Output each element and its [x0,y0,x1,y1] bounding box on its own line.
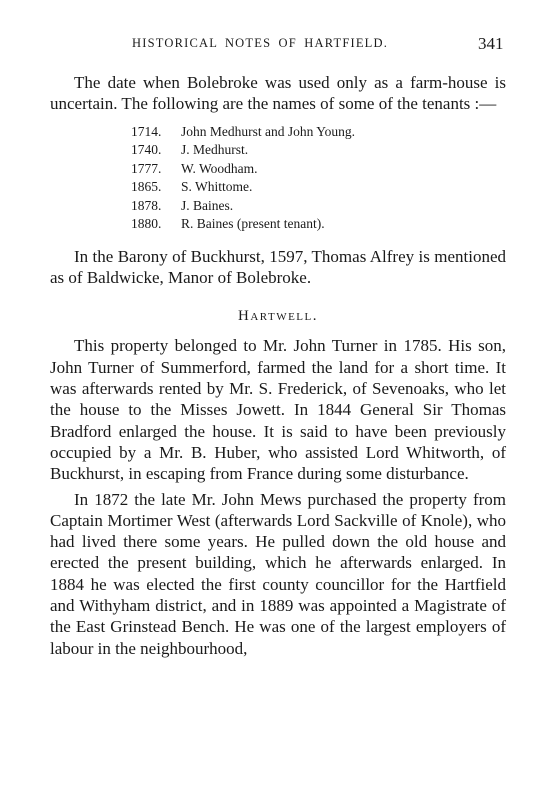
tenant-year: 1880. [131,216,162,232]
tenant-name: S. Whittome. [181,179,253,195]
tenant-item [131,197,506,216]
tenant-name: R. Baines (present tenant). [181,216,325,232]
tenant-name: J. Medhurst. [181,142,249,158]
barony-paragraph: In the Barony of Buckhurst, 1597, Thomas Alfrey is mentioned as of Baldwicke, Manor of Bolebroke. [50,246,506,287]
section-heading: Hartwell. [238,308,318,325]
tenant-name: John Medhurst and John Young. [181,123,356,139]
running-title: HISTORICAL NOTES OF HARTFIELD. [132,36,389,50]
tenant-year: 1777. [131,160,162,176]
intro-paragraph: The date when Bolebroke was used only as a farm-house is uncertain. The following are the names of some of the tenants :— [50,73,506,114]
tenant-item [131,160,506,179]
hartwell-paragraph-2: In 1872 the late Mr. John Mews purchased the property from Captain Mortimer West (afterwards Lord Sackville of Knole), who had lived there some years. He pulled down the old house and erected the present building, which he afterwards enlarged. In 1884 he was elected the first county councillor for the Hartfield and Withyham district, and in 1889 was appointed a Magistrate of the East Grinstead Bench. He was one of the largest employers of labour in the neighbourhood, [50,489,506,658]
tenant-list [131,123,506,234]
tenant-year: 1865. [131,179,162,195]
tenant-year: 1878. [131,197,162,213]
tenant-item [131,141,506,160]
hartwell-paragraph-1: This property belonged to Mr. John Turner in 1785. His son, John Turner of Summerford, farmed the land for a short time. It was afterwards rented by Mr. S. Frederick, of Sevenoaks, who let the house to the Misses Jowett. In 1844 General Sir Thomas Bradford enlarged the house. It is said to have been previously occupied by a Mr. B. Huber, who assisted Lord Whitworth, of Buckhurst, in escaping from France during some disturbance. [50,336,506,484]
tenant-year: 1740. [131,142,162,158]
tenant-item [131,123,506,142]
tenant-item [131,215,506,234]
page-body [50,72,506,659]
page-number: 341 [478,34,504,53]
tenant-name: W. Woodham. [181,160,258,176]
tenant-item [131,178,506,197]
tenant-name: J. Baines. [181,197,234,213]
page-header [0,36,550,58]
tenant-year: 1714. [131,123,162,139]
